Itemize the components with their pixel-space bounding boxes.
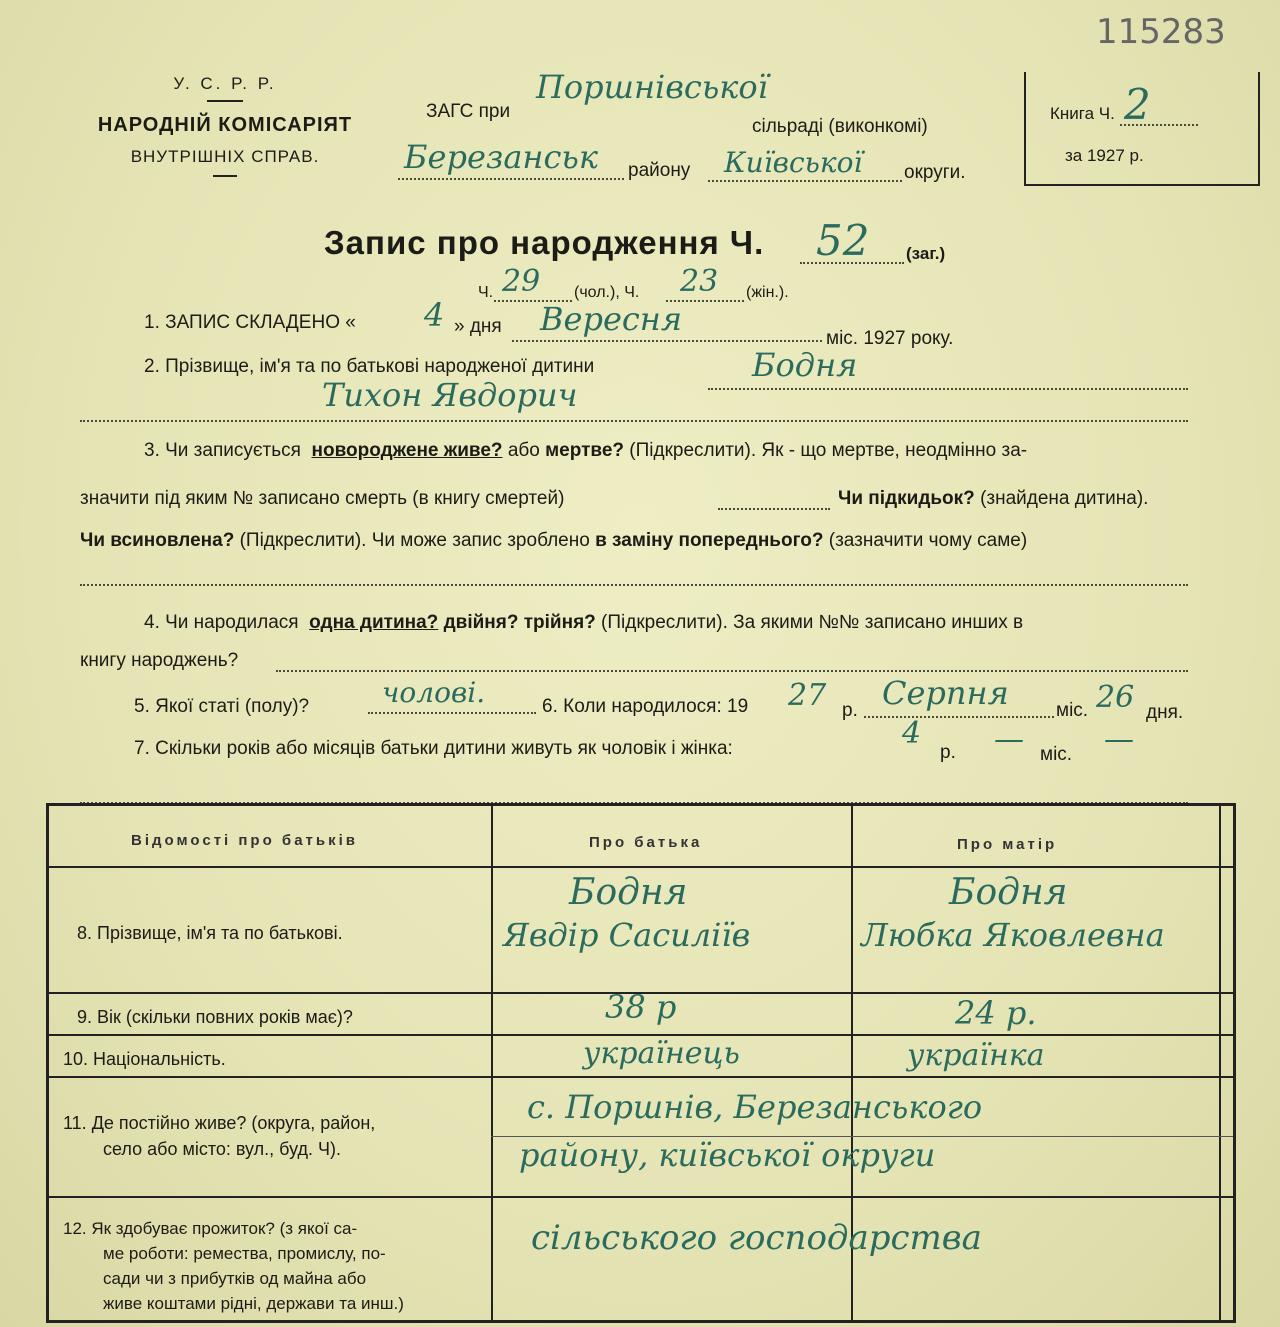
label-line: сади чи з прибутків од майна або bbox=[103, 1269, 367, 1288]
marriage-years: 4 bbox=[902, 716, 922, 751]
mother-age: 24 р. bbox=[955, 994, 1037, 1032]
row-label-livelihood bbox=[63, 1216, 404, 1316]
birth-day: 26 bbox=[1096, 680, 1135, 715]
record-title: Запис про народження Ч. bbox=[324, 224, 765, 261]
father-name: Явдір Сасиліїв bbox=[503, 916, 751, 954]
label-line: село або місто: вул., буд. Ч). bbox=[103, 1139, 341, 1159]
book-number: 2 bbox=[1124, 80, 1151, 129]
row-divider bbox=[49, 1076, 1233, 1078]
father-nationality: українець bbox=[583, 1036, 740, 1071]
male-number: 29 bbox=[502, 264, 541, 299]
header-mother: Про матір bbox=[957, 836, 1058, 853]
issuer-header bbox=[70, 74, 380, 177]
mother-surname: Бодня bbox=[949, 872, 1068, 913]
birth-day-suffix: дня. bbox=[1146, 702, 1184, 723]
item3-text: (Підкреслити). Як - що мертве, неодмінно за- bbox=[629, 440, 1028, 461]
child-name-line bbox=[80, 420, 1188, 422]
department-name: ВНУТРІШНІХ СПРАВ. bbox=[130, 147, 320, 166]
birth-month-suffix: міс. bbox=[1056, 700, 1089, 721]
item1-mid: » дня bbox=[454, 316, 502, 337]
row-label-name: 8. Прізвище, ім'я та по батькові. bbox=[77, 923, 343, 943]
birth-year: 27 bbox=[788, 678, 827, 713]
option-single-child: одна дитина? bbox=[309, 612, 439, 633]
record-month: Вересня bbox=[540, 300, 683, 338]
label-line: ме роботи: ремества, промислу, по- bbox=[103, 1244, 386, 1263]
item3-line2 bbox=[80, 488, 564, 510]
female-suffix: (жін.). bbox=[746, 284, 789, 301]
birth-month: Серпня bbox=[882, 674, 1009, 712]
zags-prefix: ЗАГС при bbox=[426, 101, 511, 122]
book-year: за 1927 р. bbox=[1065, 146, 1144, 165]
item3-text: (знайдена дитина). bbox=[980, 488, 1149, 509]
death-record-line bbox=[718, 508, 830, 510]
header-father: Про батька bbox=[589, 834, 703, 851]
okruha-name: Київської bbox=[724, 146, 863, 179]
okruha-suffix: округи. bbox=[904, 162, 966, 183]
child-surname: Бодня bbox=[752, 346, 858, 384]
item7-label: 7. Скільки років або місяців батьки дитини живуть як чоловік і жінка: bbox=[134, 738, 733, 759]
item3-line2b bbox=[838, 488, 1148, 510]
male-prefix: Ч. bbox=[478, 284, 494, 301]
row-label-age: 9. Вік (скільки повних років має)? bbox=[77, 1007, 353, 1027]
item4-text: 4. Чи народилася bbox=[144, 612, 299, 633]
father-age: 38 р bbox=[605, 988, 677, 1026]
child-sex: чолові. bbox=[382, 676, 486, 709]
row-divider bbox=[49, 866, 1233, 868]
row-label-nationality: 10. Національність. bbox=[63, 1049, 226, 1069]
row-divider bbox=[49, 1196, 1233, 1198]
option-replacement: в заміну попереднього? bbox=[595, 530, 824, 551]
option-twins-triplets: двійня? трійня? bbox=[443, 612, 596, 633]
row-label-residence bbox=[63, 1110, 375, 1162]
item3-text: або bbox=[507, 440, 540, 461]
record-day: 4 bbox=[424, 296, 445, 334]
option-foundling: Чи підкидьок? bbox=[838, 488, 975, 509]
child-name: Тихон Явдорич bbox=[322, 376, 578, 414]
label-line: 11. Де постійно живе? (округа, район, bbox=[63, 1113, 376, 1133]
item3-line1 bbox=[144, 440, 1027, 462]
okruha-line bbox=[708, 180, 902, 182]
male-suffix: (чол.), Ч. bbox=[574, 284, 640, 301]
book-number-line bbox=[1120, 124, 1198, 126]
book-label: Книга Ч. bbox=[1050, 104, 1115, 123]
district-name: Березанськ bbox=[404, 138, 598, 176]
item1-prefix: 1. ЗАПИС СКЛАДЕНО « bbox=[144, 312, 356, 333]
birth-month-line bbox=[864, 716, 1054, 718]
council-suffix: сільраді (виконкомі) bbox=[752, 116, 928, 137]
birth-year-suffix: р. bbox=[842, 700, 858, 721]
record-number-suffix: (заг.) bbox=[906, 244, 946, 263]
female-number: 23 bbox=[680, 264, 719, 299]
residence-line1: с. Поршнів, Березанського bbox=[527, 1088, 983, 1126]
item1-suffix: міс. 1927 року. bbox=[826, 328, 954, 349]
item4-line2: книгу народжень? bbox=[80, 650, 239, 671]
marriage-years-suffix: р. bbox=[940, 742, 956, 763]
district-line bbox=[398, 178, 624, 180]
district-suffix: району bbox=[628, 160, 691, 181]
child-sex-line bbox=[368, 712, 536, 714]
page-number: 115283 bbox=[1096, 12, 1226, 52]
label-line: живе коштами рідні, держави та инш.) bbox=[103, 1294, 404, 1313]
marriage-months-suffix: міс. bbox=[1040, 744, 1073, 765]
option-adopted: Чи всиновлена? bbox=[80, 530, 235, 551]
item4-line1 bbox=[144, 612, 1023, 634]
livelihood-value: сільського господарства bbox=[531, 1218, 982, 1258]
parents-table bbox=[46, 803, 1236, 1323]
item3-text: (Підкреслити). Чи може запис зроблено bbox=[239, 530, 590, 551]
mother-name: Любка Яковлевна bbox=[861, 916, 1165, 954]
record-month-line bbox=[512, 340, 822, 342]
commissariat-name: НАРОДНІЙ КОМІСАРІЯТ bbox=[97, 114, 353, 136]
marriage-months: — bbox=[994, 722, 1024, 757]
child-surname-line bbox=[708, 388, 1188, 390]
item5-label: 5. Якої статі (полу)? bbox=[134, 696, 310, 717]
item4-text: (Підкреслити). За якими №№ записано инших в bbox=[601, 612, 1024, 633]
item6-label: 6. Коли народилося: 19 bbox=[542, 696, 749, 717]
column-divider bbox=[491, 806, 493, 1320]
father-surname: Бодня bbox=[569, 872, 688, 913]
item3-text: 3. Чи записується bbox=[144, 440, 301, 461]
record-number-line bbox=[800, 262, 904, 264]
option-dead: мертве? bbox=[545, 440, 625, 461]
marriage-extra: — bbox=[1104, 722, 1134, 757]
divider bbox=[207, 100, 243, 102]
mother-nationality: українка bbox=[907, 1038, 1045, 1073]
item3-line3 bbox=[80, 530, 1027, 552]
option-born-alive: новороджене живе? bbox=[311, 440, 503, 461]
state-abbrev: У. С. Р. Р. bbox=[173, 74, 277, 93]
column-divider bbox=[1219, 806, 1221, 1320]
item3-text: (зазначити чому саме) bbox=[828, 530, 1028, 551]
item4-blank-line bbox=[276, 670, 1188, 672]
council-name: Поршнівської bbox=[536, 68, 768, 106]
label-line: 12. Як здобуває прожиток? (з якої са- bbox=[63, 1219, 358, 1238]
item3-blank-line bbox=[80, 584, 1188, 586]
item2-label: 2. Прізвище, ім'я та по батькові народженої дитини bbox=[144, 356, 595, 377]
header-parents-info: Відомості про батьків bbox=[131, 832, 358, 849]
record-number: 52 bbox=[816, 216, 870, 265]
residence-line2: району, київської округи bbox=[519, 1136, 936, 1174]
divider bbox=[213, 175, 237, 177]
item3-text: значити під яким № записано смерть (в книгу смертей) bbox=[80, 488, 565, 509]
